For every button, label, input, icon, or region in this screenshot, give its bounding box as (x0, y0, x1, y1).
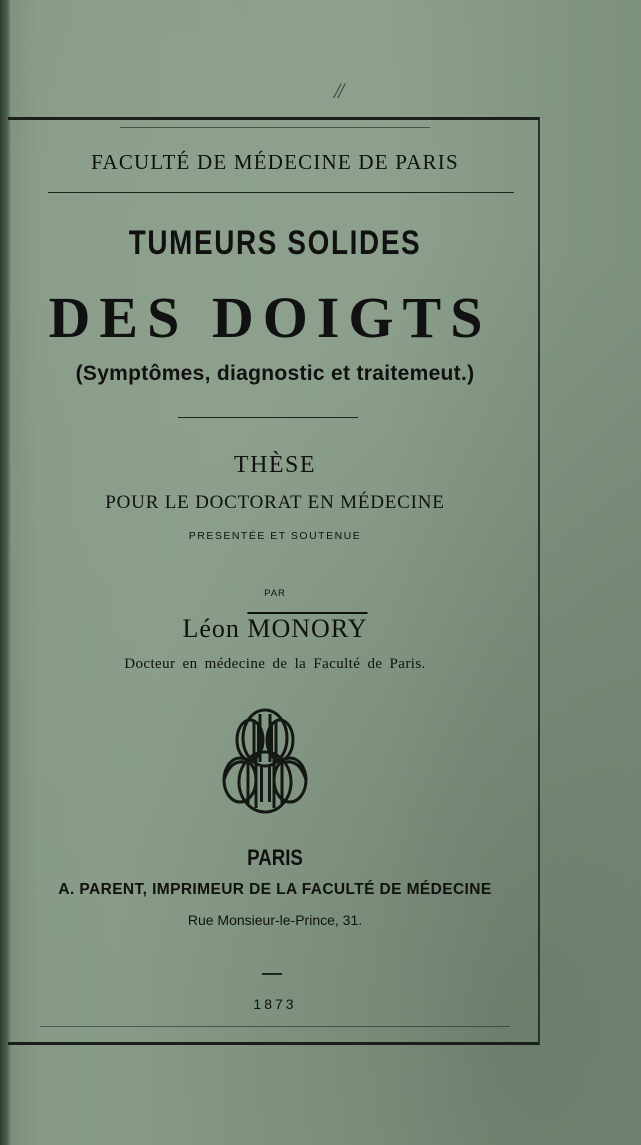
bottom-thin-rule (40, 1026, 510, 1027)
author-credentials: Docteur en médecine de la Faculté de Paris. (124, 656, 426, 672)
imprint-printer: A. PARENT, IMPRIMEUR DE LA FACULTÉ DE MÉDECINE (58, 881, 492, 898)
pencil-annotation: // (334, 78, 343, 103)
imprint-city: PARIS (247, 845, 303, 870)
imprint-year: 1873 (253, 996, 297, 1012)
faculty-monogram-icon (210, 700, 320, 820)
top-thin-rule (120, 127, 430, 128)
imprint-address: Rue Monsieur-le-Prince, 31. (187, 912, 363, 928)
author-first-name: Léon (182, 614, 240, 643)
title-subtitle: (Symptômes, diagnostic et traitemeut.) (75, 362, 475, 385)
title-divider (178, 417, 358, 418)
thesis-purpose: POUR LE DOCTORAT EN MÉDECINE (105, 492, 445, 513)
thesis-presented: PRESENTÉE ET SOUTENUE (188, 530, 362, 542)
author-surname: MONORY (247, 614, 368, 643)
imprint-short-rule (262, 973, 282, 975)
title-line-2: DES DOIGTS (48, 285, 492, 350)
author-name (40, 614, 510, 644)
faculty-header: FACULTÉ DE MÉDECINE DE PARIS (91, 150, 459, 174)
thesis-label: THÈSE (233, 452, 317, 478)
title-line-1: TUMEURS SOLIDES (128, 224, 422, 262)
faculty-divider (48, 192, 514, 193)
thesis-by: PAR (264, 588, 286, 599)
